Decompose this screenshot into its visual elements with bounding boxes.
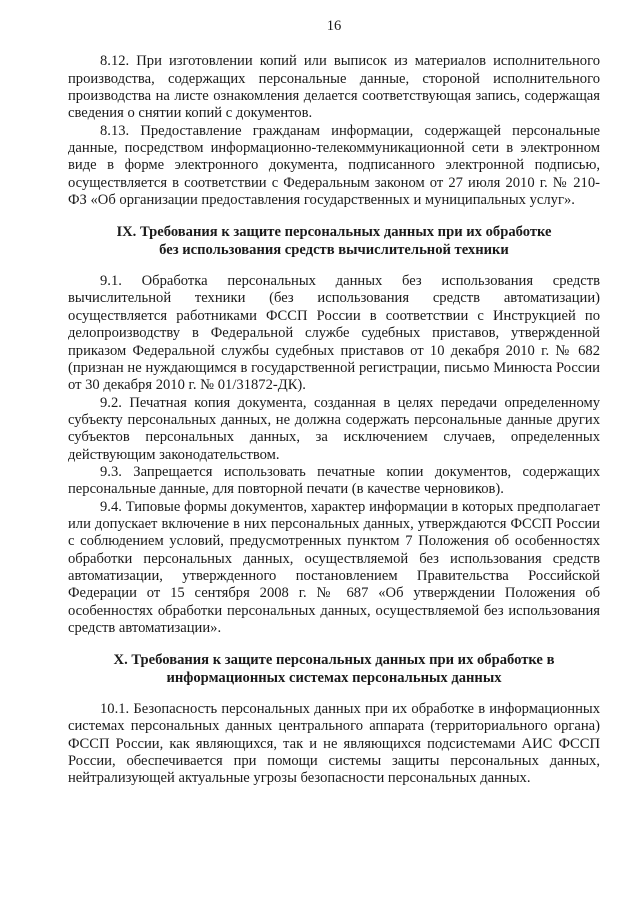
paragraph-9-3: 9.3. Запрещается использовать печатные копии документов, содержащих персональные данные, для повторной печати (в качестве черновиков). (68, 463, 600, 498)
document-page (68, 18, 600, 788)
paragraph-10-1: 10.1. Безопасность персональных данных при их обработке в информационных системах персональных данных центрального аппарата (территориального органа) ФССП России, как являющихся, так и не являющихся подсистемами АИС ФССП России, обеспечивается при помощи системы защиты персональных данных, нейтрализующей актуальные угрозы безопасности персональных данных. (68, 701, 600, 787)
page-number: 16 (326, 18, 342, 34)
paragraph-8-13: 8.13. Предоставление гражданам информации, содержащей персональные данные, посредством информационно-телекоммуникационной сети в электронном виде в форме электронного документа, подписанного электронной подписью, осуществляется в соответствии с Федеральным законом от 27 июля 2010 г. № 210-ФЗ «Об организации предоставления государственных и муниципальных услуг». (68, 122, 600, 209)
paragraph-9-2: 9.2. Печатная копия документа, созданная в целях передачи определенному субъекту персональных данных, не должна содержать персональные данные других субъектов персональных данных, за исключением случаев, определенных действующим законодательством. (68, 394, 600, 463)
section-10-heading-line1: X. Требования к защите персональных данных при их обработке в (113, 652, 555, 669)
paragraph-9-4: 9.4. Типовые формы документов, характер информации в которых предполагает или допускает включение в них персональных данных, утверждаются ФССП России с соблюдением условий, предусмотренных пунктом 7 Положения об особенностях обработки персональных данных, осуществляемой без использования средств автоматизации, утвержденного постановлением Правительства Российской Федерации от 15 сентября 2008 г. № 687 «Об утверждении Положения об особенностях обработки персональных данных, осуществляемой без использования средств автоматизации». (68, 498, 600, 636)
section-9-heading (68, 224, 600, 259)
paragraph-8-12: 8.12. При изготовлении копий или выписок из материалов исполнительного производства, содержащих персональные данные, стороной исполнительного производства на листе ознакомления делается соответствующая запись, содержащая сведения о снятии копий с документов. (68, 53, 600, 122)
section-10-heading-line2: информационных системах персональных данных (166, 669, 502, 686)
paragraph-9-1: 9.1. Обработка персональных данных без использования средств вычислительной техники (без использования средств автоматизации) осуществляется работниками ФССП России в соответствии с Инструкцией по делопроизводству в Федеральной службе судебных приставов, утвержденной приказом Федеральной службы судебных приставов от 10 декабря 2010 г. № 682 (признан не нуждающимся в государственной регистрации, письмо Минюста России от 30 декабря 2010 г. № 01/31872-ДК). (68, 273, 600, 394)
section-9-heading-line2: без использования средств вычислительной техники (159, 241, 509, 258)
section-9-heading-line1: IX. Требования к защите персональных данных при их обработке (116, 224, 552, 241)
section-10-heading (68, 652, 600, 687)
